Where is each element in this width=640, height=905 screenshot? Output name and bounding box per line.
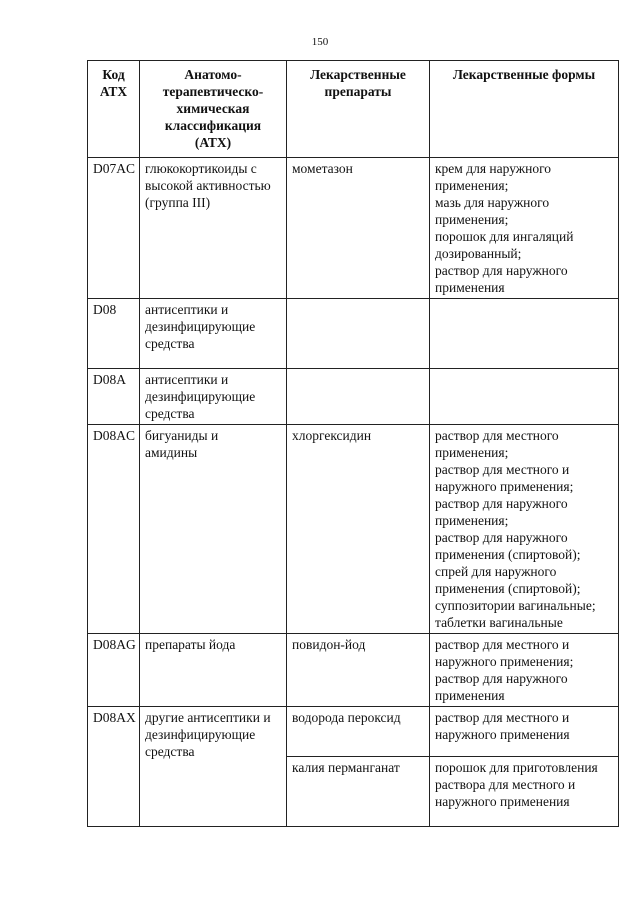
text-line: применения; (435, 445, 509, 460)
page-number: 150 (311, 36, 329, 48)
dosage-forms (430, 707, 619, 757)
text-line: Код (102, 67, 125, 82)
text-line: спрей для наружного (435, 564, 557, 579)
atx-table (87, 60, 619, 827)
text-line: раствора для местного и (435, 777, 576, 792)
text-line: раствор для местного и (435, 710, 570, 725)
atx-classification (140, 369, 287, 425)
text-line: Лекарственные формы (452, 67, 596, 82)
atx-classification (140, 425, 287, 634)
dosage-forms (430, 757, 619, 827)
text-line: дезинфицирующие (145, 727, 256, 742)
text-line: раствор для наружного (435, 671, 568, 686)
text-line: наружного применения (435, 794, 570, 809)
text-line: дезинфицирующие (145, 319, 256, 334)
text-line: таблетки вагинальные (435, 615, 563, 630)
text-line: (АТХ) (194, 135, 232, 150)
header-drugs (287, 61, 430, 158)
header-forms (430, 61, 619, 158)
dosage-forms (430, 299, 619, 369)
table-row (88, 425, 619, 634)
text-line: раствор для местного и (435, 637, 570, 652)
drug-name: водорода пероксид (287, 707, 430, 757)
drug-name (287, 299, 430, 369)
atx-code: D08A (88, 369, 140, 425)
atx-code: D08 (88, 299, 140, 369)
text-line: применения; (435, 212, 509, 227)
table-header-row (88, 61, 619, 158)
text-line: другие антисептики и (145, 710, 271, 725)
text-line: дозированный; (435, 246, 522, 261)
table-row (88, 158, 619, 299)
drug-name: мометазон (287, 158, 430, 299)
atx-code: D07AC (88, 158, 140, 299)
text-line: раствор для местного (435, 428, 559, 443)
atx-classification (140, 158, 287, 299)
text-line: применения; (435, 178, 509, 193)
text-line: классификация (164, 118, 262, 133)
table-row (88, 634, 619, 707)
text-line: Лекарственные (310, 67, 406, 82)
text-line: применения (спиртовой); (435, 581, 581, 596)
dosage-forms (430, 158, 619, 299)
text-line: антисептики и (145, 372, 229, 387)
atx-code: D08AC (88, 425, 140, 634)
text-line: высокой активностью (145, 178, 271, 193)
text-line: раствор для наружного (435, 263, 568, 278)
atx-code: D08AX (88, 707, 140, 827)
drug-name: повидон-йод (287, 634, 430, 707)
text-line: наружного применения; (435, 654, 574, 669)
text-line: раствор для местного и (435, 462, 570, 477)
dosage-forms (430, 369, 619, 425)
header-classification (140, 61, 287, 158)
text-line: применения; (435, 513, 509, 528)
text-line: средства (145, 336, 195, 351)
text-line: (группа III) (145, 195, 211, 210)
table-row (88, 299, 619, 369)
header-code (88, 61, 140, 158)
text-line: порошок для ингаляций (435, 229, 574, 244)
text-line: применения (435, 280, 505, 295)
text-line: средства (145, 406, 195, 421)
text-line: раствор для наружного (435, 496, 568, 511)
text-line: наружного применения (435, 727, 570, 742)
text-line: порошок для приготовления (435, 760, 598, 775)
text-line: препараты йода (145, 637, 236, 652)
text-line: мазь для наружного (435, 195, 550, 210)
text-line: крем для наружного (435, 161, 552, 176)
text-line: применения (435, 688, 505, 703)
text-line: амидины (145, 445, 198, 460)
text-line: препараты (324, 84, 392, 99)
text-line: дезинфицирующие (145, 389, 256, 404)
drug-name (287, 369, 430, 425)
text-line: наружного применения; (435, 479, 574, 494)
text-line: терапевтическо- (162, 84, 264, 99)
atx-classification (140, 707, 287, 827)
drug-name: хлоргексидин (287, 425, 430, 634)
text-line: бигуаниды и (145, 428, 219, 443)
text-line: АТХ (99, 84, 128, 99)
text-line: антисептики и (145, 302, 229, 317)
table-row (88, 707, 619, 757)
text-line: глюкокортикоиды с (145, 161, 257, 176)
text-line: химическая (176, 101, 250, 116)
text-line: раствор для наружного (435, 530, 568, 545)
drug-name: калия перманганат (287, 757, 430, 827)
dosage-forms (430, 634, 619, 707)
dosage-forms (430, 425, 619, 634)
atx-classification (140, 299, 287, 369)
text-line: средства (145, 744, 195, 759)
table-row (88, 369, 619, 425)
text-line: применения (спиртовой); (435, 547, 581, 562)
text-line: Анатомо- (184, 67, 242, 82)
text-line: суппозитории вагинальные; (435, 598, 596, 613)
atx-code: D08AG (88, 634, 140, 707)
atx-classification (140, 634, 287, 707)
